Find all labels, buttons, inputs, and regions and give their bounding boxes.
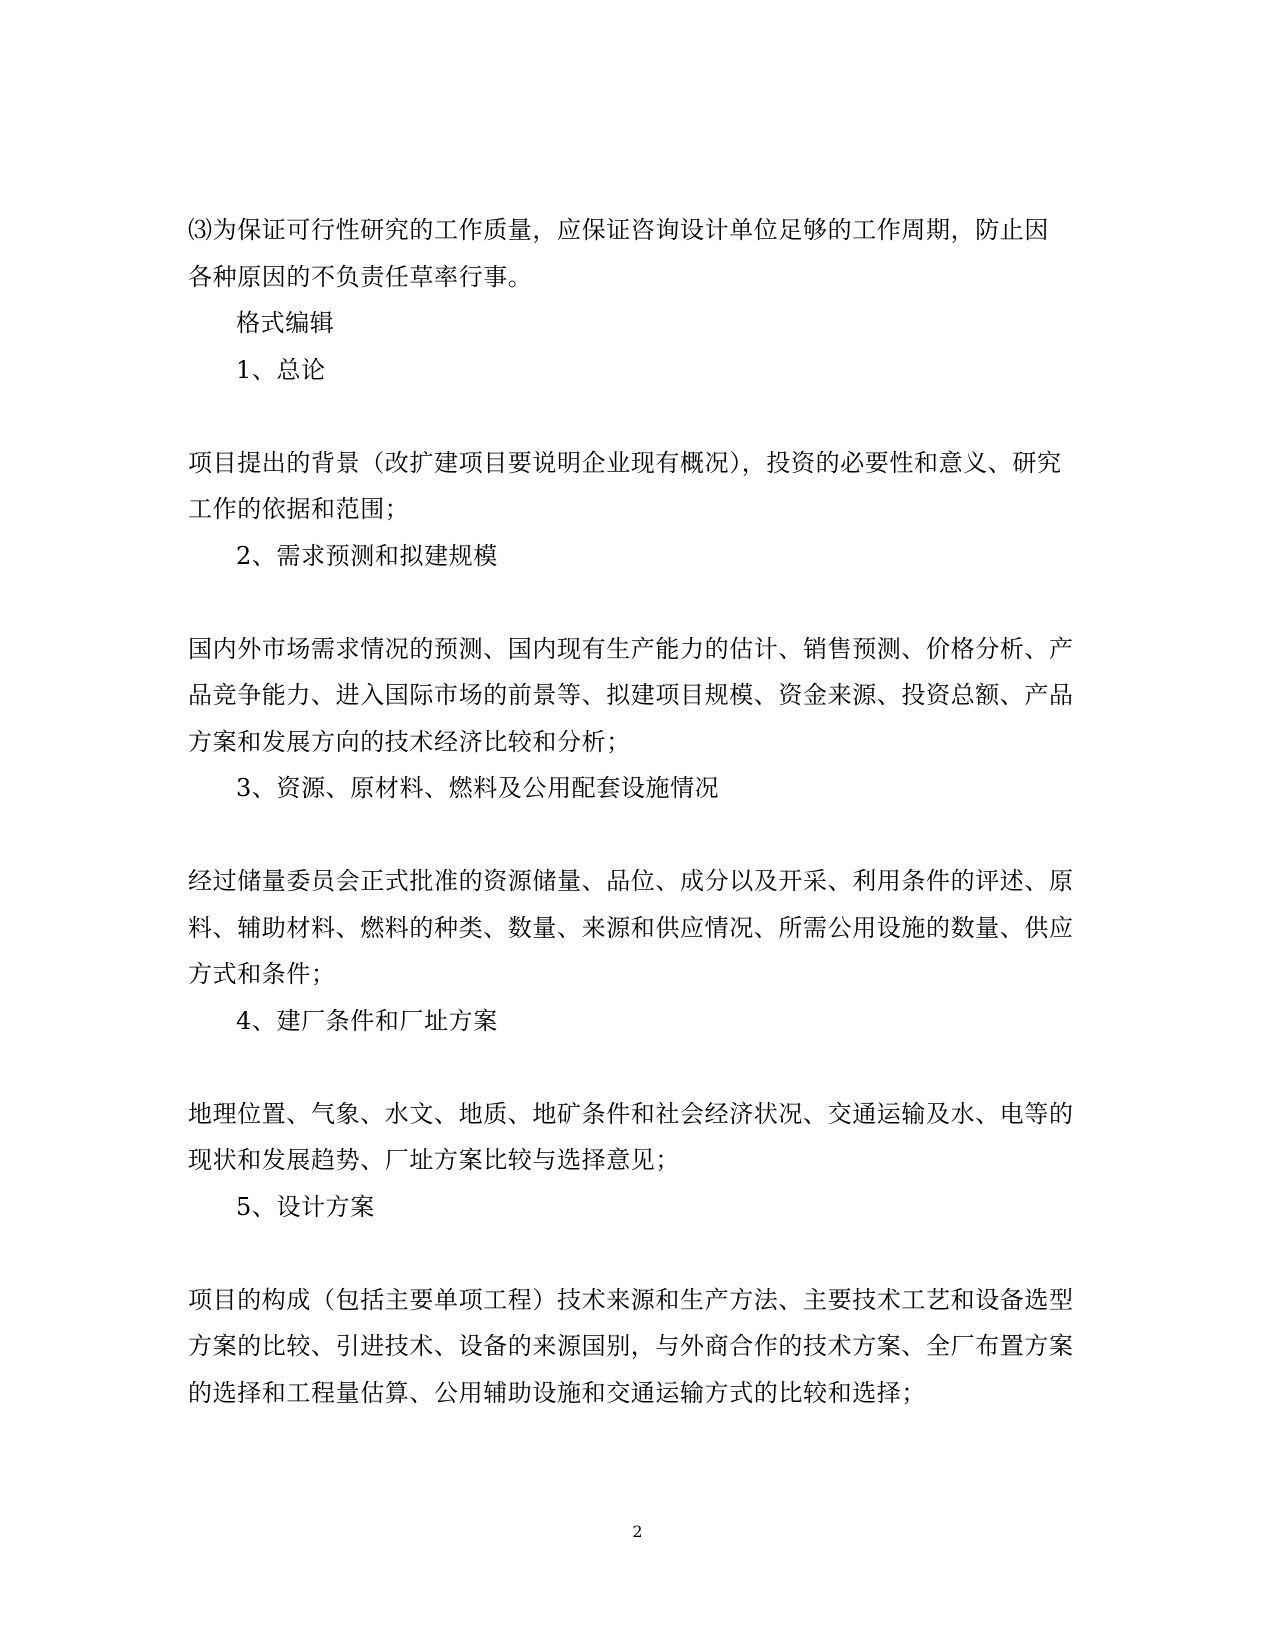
section-2-line-2: 品竞争能力、进入国际市场的前景等、拟建项目规模、资金来源、投资总额、产品 bbox=[188, 681, 1074, 709]
section-3-line-3: 方式和条件； bbox=[188, 960, 336, 988]
section-5-line-1: 项目的构成（包括主要单项工程）技术来源和生产方法、主要技术工艺和设备选型 bbox=[188, 1286, 1074, 1314]
section-heading-5: 5、设计方案 bbox=[236, 1193, 375, 1221]
section-2-line-1: 国内外市场需求情况的预测、国内现有生产能力的估计、销售预测、价格分析、产 bbox=[188, 635, 1074, 663]
section-4-line-1: 地理位置、气象、水文、地质、地矿条件和社会经济状况、交通运输及水、电等的 bbox=[188, 1100, 1074, 1128]
section-1-line-1: 项目提出的背景（改扩建项目要说明企业现有概况），投资的必要性和意义、研究 bbox=[188, 449, 1062, 477]
intro-line-2: 各种原因的不负责任草率行事。 bbox=[188, 263, 533, 291]
section-5-line-3: 的选择和工程量估算、公用辅助设施和交通运输方式的比较和选择； bbox=[188, 1379, 926, 1407]
section-heading-4: 4、建厂条件和厂址方案 bbox=[236, 1007, 498, 1035]
section-heading-2: 2、需求预测和拟建规模 bbox=[236, 542, 498, 570]
section-1-line-2: 工作的依据和范围； bbox=[188, 495, 410, 523]
section-5-line-2: 方案的比较、引进技术、设备的来源国别，与外商合作的技术方案、全厂布置方案 bbox=[188, 1332, 1074, 1360]
section-2-line-3: 方案和发展方向的技术经济比较和分析； bbox=[188, 728, 631, 756]
format-title: 格式编辑 bbox=[236, 309, 335, 337]
section-3-line-1: 经过储量委员会正式批准的资源储量、品位、成分以及开采、利用条件的评述、原 bbox=[188, 867, 1074, 895]
section-heading-1: 1、总论 bbox=[236, 356, 326, 384]
intro-line-1: ⑶为保证可行性研究的工作质量，应保证咨询设计单位足够的工作周期，防止因 bbox=[188, 216, 1049, 244]
section-4-line-2: 现状和发展趋势、厂址方案比较与选择意见； bbox=[188, 1146, 680, 1174]
section-3-line-2: 料、辅助材料、燃料的种类、数量、来源和供应情况、所需公用设施的数量、供应 bbox=[188, 914, 1074, 942]
section-heading-3: 3、资源、原材料、燃料及公用配套设施情况 bbox=[236, 774, 720, 802]
page-number: 2 bbox=[632, 1522, 643, 1541]
